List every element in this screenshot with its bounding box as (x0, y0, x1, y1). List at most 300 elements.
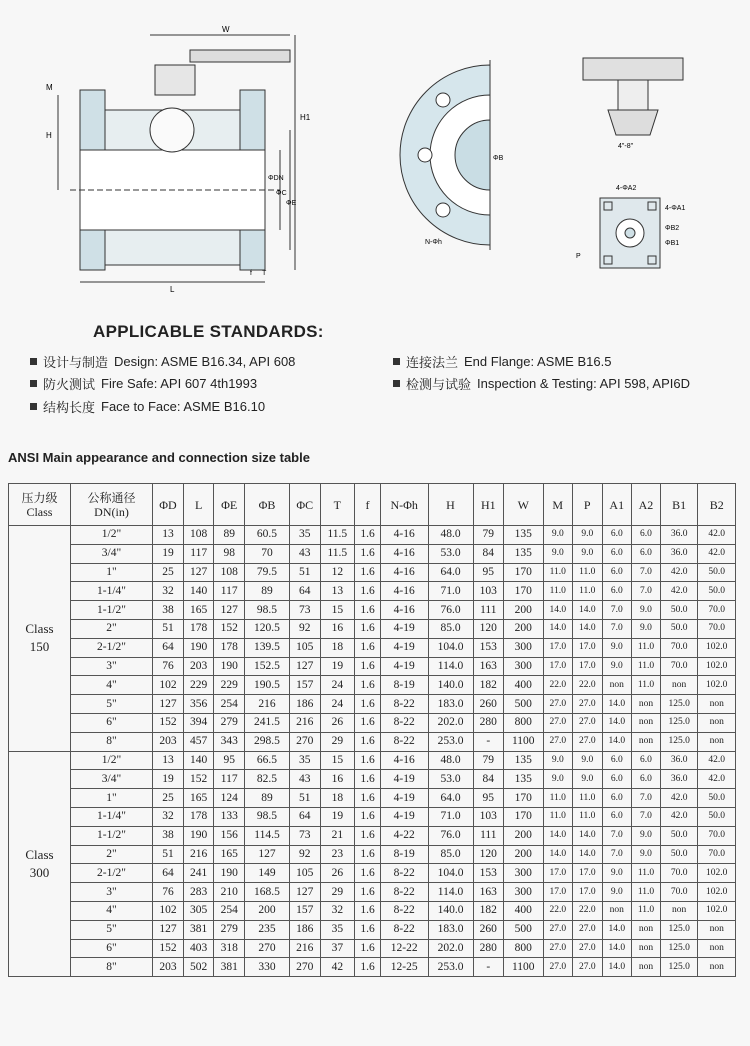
table-cell: 76 (153, 657, 184, 676)
table-cell: 4-19 (380, 619, 428, 638)
table-cell: 298.5 (244, 732, 289, 751)
table-cell: 85.0 (428, 619, 473, 638)
table-cell: 127 (289, 657, 320, 676)
table-cell: 9.0 (543, 770, 573, 789)
table-cell: 6.0 (602, 582, 632, 601)
column-header (543, 484, 573, 526)
class-cell (9, 751, 71, 977)
table-cell: 400 (504, 901, 543, 920)
table-cell: 64.0 (428, 563, 473, 582)
table-cell: 79.5 (244, 563, 289, 582)
table-cell: 356 (183, 695, 214, 714)
table-cell: 11.0 (632, 883, 661, 902)
table-row (9, 789, 736, 808)
mount-label-a2: 4-ΦA2 (616, 185, 637, 192)
table-cell: 170 (504, 582, 543, 601)
column-header-en: H (446, 497, 455, 512)
table-cell: 14.0 (602, 958, 632, 977)
table-cell: 95 (473, 563, 504, 582)
table-cell: 178 (183, 619, 214, 638)
table-cell: 19 (320, 657, 355, 676)
table-cell: non (602, 676, 632, 695)
table-cell: 70.0 (698, 845, 736, 864)
standard-face-to-face (30, 397, 265, 416)
table-cell: 152 (153, 713, 184, 732)
table-cell: 27.0 (543, 695, 573, 714)
table-cell: 11.0 (573, 563, 603, 582)
table-cell: 4-19 (380, 657, 428, 676)
table-cell: 14.0 (602, 732, 632, 751)
table-cell: 7.0 (602, 619, 632, 638)
table-cell: 42.0 (698, 526, 736, 545)
table-cell: 117 (214, 582, 245, 601)
table-cell: non (602, 901, 632, 920)
table-cell: 71.0 (428, 582, 473, 601)
table-cell: 50.0 (660, 845, 697, 864)
table-cell: 9.0 (543, 526, 573, 545)
table-cell: 51 (153, 619, 184, 638)
table-cell: 3" (70, 657, 152, 676)
table-cell: 8-22 (380, 864, 428, 883)
table-row (9, 713, 736, 732)
table-cell: 53.0 (428, 544, 473, 563)
table-cell: 1.6 (355, 883, 381, 902)
table-cell: 36.0 (660, 751, 697, 770)
table-cell: 104.0 (428, 864, 473, 883)
table-cell: 11.0 (632, 638, 661, 657)
table-cell: 1.6 (355, 638, 381, 657)
table-cell: non (698, 958, 736, 977)
column-header-en: T (333, 497, 342, 512)
table-cell: 9.0 (632, 845, 661, 864)
table-cell: non (698, 695, 736, 714)
column-header-en: B1 (672, 497, 687, 512)
column-header (9, 484, 71, 526)
table-cell: 127 (244, 845, 289, 864)
standard-en: Inspection & Testing: API 598, API6D (477, 376, 690, 391)
table-cell: 1-1/4" (70, 582, 152, 601)
standard-cn: 防火测试 (43, 377, 96, 392)
table-cell: 1.6 (355, 657, 381, 676)
table-cell: 36.0 (660, 544, 697, 563)
standard-en: Design: ASME B16.34, API 608 (114, 354, 296, 369)
table-cell: 182 (473, 676, 504, 695)
table-cell: 8-22 (380, 920, 428, 939)
table-row (9, 807, 736, 826)
table-cell: 5" (70, 695, 152, 714)
table-cell: 210 (214, 883, 245, 902)
column-header-en: Class (26, 504, 53, 519)
table-cell: 14.0 (543, 845, 573, 864)
table-cell: 1.6 (355, 582, 381, 601)
standards-title: APPLICABLE STANDARDS: (93, 322, 324, 341)
table-cell: 14.0 (543, 826, 573, 845)
standard-end-flange (393, 352, 611, 371)
table-cell: 23 (320, 845, 355, 864)
table-cell: 1.6 (355, 563, 381, 582)
table-cell: 9.0 (632, 601, 661, 620)
table-cell: 1.6 (355, 676, 381, 695)
table-cell: non (698, 939, 736, 958)
table-cell: 9.0 (573, 751, 603, 770)
class-cell (9, 526, 71, 752)
table-cell: 270 (289, 958, 320, 977)
column-header (355, 484, 381, 526)
table-cell: 43 (289, 770, 320, 789)
table-cell: 21 (320, 826, 355, 845)
table-cell: 260 (473, 695, 504, 714)
table-cell: 9.0 (632, 826, 661, 845)
table-cell: 170 (504, 807, 543, 826)
table-cell: 280 (473, 713, 504, 732)
table-row (9, 864, 736, 883)
bullet-icon (393, 380, 400, 387)
table-cell: 53.0 (428, 770, 473, 789)
table-row (9, 582, 736, 601)
table-cell: 89 (244, 582, 289, 601)
table-cell: 381 (214, 958, 245, 977)
table-cell: 186 (289, 695, 320, 714)
table-cell: 253.0 (428, 732, 473, 751)
column-header (660, 484, 697, 526)
table-row (9, 544, 736, 563)
table-cell: non (632, 713, 661, 732)
table-cell: 27.0 (543, 939, 573, 958)
table-cell: 241.5 (244, 713, 289, 732)
table-cell: 102.0 (698, 864, 736, 883)
table-cell: 4-16 (380, 563, 428, 582)
table-cell: 11.0 (632, 901, 661, 920)
table-cell: 229 (183, 676, 214, 695)
table-cell: 71.0 (428, 807, 473, 826)
table-cell: 50.0 (698, 789, 736, 808)
table-cell: 165 (183, 601, 214, 620)
table-cell: 124 (214, 789, 245, 808)
table-cell: 108 (183, 526, 214, 545)
table-cell: 182 (473, 901, 504, 920)
top-view-drawing (578, 50, 688, 150)
table-cell: 11.0 (543, 789, 573, 808)
table-cell: 51 (289, 563, 320, 582)
table-cell: 4-19 (380, 789, 428, 808)
mount-label-a1: 4-ΦA1 (665, 205, 686, 212)
table-row (9, 958, 736, 977)
table-cell: 92 (289, 845, 320, 864)
table-cell: 200 (244, 901, 289, 920)
table-cell: 102.0 (698, 883, 736, 902)
table-cell: 32 (320, 901, 355, 920)
table-cell: 4-19 (380, 807, 428, 826)
table-cell: 254 (214, 901, 245, 920)
table-cell: 300 (504, 864, 543, 883)
table-cell: 22.0 (543, 901, 573, 920)
table-cell: 42.0 (660, 789, 697, 808)
table-cell: 135 (504, 544, 543, 563)
column-header-en: L (194, 497, 203, 512)
table-cell: 95 (214, 751, 245, 770)
table-cell: 50.0 (660, 619, 697, 638)
column-header (473, 484, 504, 526)
mounting-pad-drawing (570, 180, 700, 280)
table-cell: 125.0 (660, 732, 697, 751)
table-cell: 14.0 (573, 845, 603, 864)
table-cell: 163 (473, 883, 504, 902)
table-cell: 114.5 (244, 826, 289, 845)
table-cell: 140.0 (428, 901, 473, 920)
column-header-en: W (517, 497, 529, 512)
table-cell: 200 (504, 826, 543, 845)
table-row (9, 657, 736, 676)
table-cell: 42.0 (660, 582, 697, 601)
table-cell: 9.0 (573, 526, 603, 545)
table-cell: 9.0 (573, 544, 603, 563)
table-cell: 1.6 (355, 695, 381, 714)
table-row (9, 751, 736, 770)
table-cell: 15 (320, 751, 355, 770)
table-cell: 14.0 (602, 920, 632, 939)
table-cell: 16 (320, 770, 355, 789)
table-cell: 14.0 (602, 695, 632, 714)
table-cell: 22.0 (573, 901, 603, 920)
table-cell: 27.0 (573, 713, 603, 732)
table-cell: 4-19 (380, 770, 428, 789)
flange-half-drawing (395, 60, 515, 260)
table-cell: 394 (183, 713, 214, 732)
table-cell: 7.0 (632, 807, 661, 826)
table-cell: 13 (320, 582, 355, 601)
table-cell: 1100 (504, 732, 543, 751)
table-cell: 127 (153, 920, 184, 939)
table-cell: 27.0 (543, 713, 573, 732)
table-cell: 27.0 (573, 958, 603, 977)
table-cell: 29 (320, 883, 355, 902)
table-cell: 8-19 (380, 676, 428, 695)
table-cell: 50.0 (698, 563, 736, 582)
table-cell: 241 (183, 864, 214, 883)
table-cell: 7.0 (632, 789, 661, 808)
table-cell: 64 (153, 864, 184, 883)
table-cell: 183.0 (428, 695, 473, 714)
table-cell: 125.0 (660, 695, 697, 714)
table-cell: 6.0 (602, 789, 632, 808)
table-cell: non (698, 920, 736, 939)
table-cell: 1-1/2" (70, 601, 152, 620)
table-row (9, 883, 736, 902)
table-cell: 9.0 (632, 619, 661, 638)
table-cell: 50.0 (660, 601, 697, 620)
standard-en: End Flange: ASME B16.5 (464, 354, 612, 369)
table-cell: 202.0 (428, 713, 473, 732)
table-cell: 163 (473, 657, 504, 676)
valve-section-drawing (40, 20, 340, 300)
table-cell: 125.0 (660, 920, 697, 939)
table-cell: 76.0 (428, 601, 473, 620)
table-cell: 17.0 (543, 657, 573, 676)
table-cell: 1.6 (355, 901, 381, 920)
table-cell: 4-16 (380, 601, 428, 620)
table-cell: 403 (183, 939, 214, 958)
standard-en: Face to Face: ASME B16.10 (101, 399, 266, 414)
table-cell: 6.0 (602, 770, 632, 789)
table-cell: 108 (214, 563, 245, 582)
table-cell: 26 (320, 713, 355, 732)
table-cell: 32 (153, 582, 184, 601)
table-cell: 8" (70, 732, 152, 751)
table-cell: 24 (320, 676, 355, 695)
table-cell: 7.0 (632, 563, 661, 582)
table-cell: 26 (320, 864, 355, 883)
table-cell: 11.0 (543, 582, 573, 601)
table-cell: 6.0 (602, 544, 632, 563)
table-cell: 153 (473, 638, 504, 657)
table-cell: 1.6 (355, 845, 381, 864)
table-cell: 12 (320, 563, 355, 582)
table-cell: 8" (70, 958, 152, 977)
table-cell: 50.0 (660, 826, 697, 845)
table-cell: 36.0 (660, 770, 697, 789)
column-header-cn: 压力级 (21, 490, 58, 505)
table-cell: 330 (244, 958, 289, 977)
table-cell: 165 (214, 845, 245, 864)
table-cell: 202.0 (428, 939, 473, 958)
table-cell: 200 (504, 619, 543, 638)
table-cell: 98.5 (244, 601, 289, 620)
column-header-en: DN(in) (94, 504, 129, 519)
table-cell: - (473, 732, 504, 751)
class-label: Class (25, 621, 54, 637)
table-cell: 9.0 (602, 657, 632, 676)
table-cell: 6.0 (602, 526, 632, 545)
table-cell: 500 (504, 695, 543, 714)
flange-label-b: ΦB (493, 155, 504, 162)
column-header-en: ΦC (296, 497, 314, 512)
table-cell: 1.6 (355, 864, 381, 883)
table-cell: 279 (214, 920, 245, 939)
column-header-en: P (583, 497, 591, 512)
table-cell: 8-22 (380, 732, 428, 751)
table-cell: 190 (183, 826, 214, 845)
table-cell: 318 (214, 939, 245, 958)
table-cell: 200 (504, 845, 543, 864)
table-cell: 42.0 (698, 770, 736, 789)
table-cell: 153 (473, 864, 504, 883)
table-cell: 19 (153, 770, 184, 789)
table-cell: 152 (183, 770, 214, 789)
table-cell: 12-22 (380, 939, 428, 958)
table-cell: 64.0 (428, 789, 473, 808)
table-cell: 4-16 (380, 544, 428, 563)
column-header-en: ΦB (258, 497, 276, 512)
table-cell: 37 (320, 939, 355, 958)
table-cell: 120 (473, 619, 504, 638)
bullet-icon (30, 380, 37, 387)
table-cell: 42.0 (660, 563, 697, 582)
table-cell: 102.0 (698, 638, 736, 657)
column-header-en: f (365, 497, 370, 512)
column-header (504, 484, 543, 526)
table-cell: 35 (320, 920, 355, 939)
table-cell: 157 (289, 676, 320, 695)
table-cell: 14.0 (573, 826, 603, 845)
table-cell: 1/2" (70, 526, 152, 545)
label-l: L (170, 285, 175, 294)
table-cell: 300 (504, 638, 543, 657)
table-cell: 11.5 (320, 544, 355, 563)
table-row (9, 638, 736, 657)
table-row (9, 732, 736, 751)
table-cell: 89 (214, 526, 245, 545)
table-cell: 27.0 (573, 939, 603, 958)
table-cell: 8-19 (380, 845, 428, 864)
label-h1: H1 (300, 113, 311, 122)
table-cell: 6.0 (602, 751, 632, 770)
table-cell: 76 (153, 883, 184, 902)
table-cell: 3/4" (70, 770, 152, 789)
table-cell: 35 (289, 526, 320, 545)
table-cell: 27.0 (543, 732, 573, 751)
table-cell: 152 (214, 619, 245, 638)
table-cell: 9.0 (602, 883, 632, 902)
table-cell: 2" (70, 619, 152, 638)
table-cell: 1.6 (355, 920, 381, 939)
table-cell: 5" (70, 920, 152, 939)
technical-drawings (0, 0, 750, 310)
table-cell: 135 (504, 526, 543, 545)
table-cell: 11.0 (573, 789, 603, 808)
table-cell: 1.6 (355, 770, 381, 789)
table-cell: 79 (473, 751, 504, 770)
table-cell: 70 (244, 544, 289, 563)
table-cell: 85.0 (428, 845, 473, 864)
table-cell: 4-19 (380, 638, 428, 657)
label-t: T (262, 270, 267, 277)
table-cell: 2-1/2" (70, 864, 152, 883)
label-f: f (250, 270, 252, 277)
table-cell: 102 (153, 901, 184, 920)
table-cell: 60.5 (244, 526, 289, 545)
table-cell: non (632, 695, 661, 714)
table-cell: 50.0 (698, 807, 736, 826)
table-cell: non (632, 958, 661, 977)
table-cell: 25 (153, 563, 184, 582)
table-cell: 190.5 (244, 676, 289, 695)
table-cell: 92 (289, 619, 320, 638)
column-header-cn: 公称通径 (87, 490, 136, 505)
table-cell: non (632, 920, 661, 939)
column-header (428, 484, 473, 526)
table-cell: 48.0 (428, 526, 473, 545)
table-row (9, 695, 736, 714)
table-cell: 14.0 (602, 939, 632, 958)
column-header-en: ΦD (159, 497, 177, 512)
table-cell: 14.0 (602, 713, 632, 732)
table-cell: 3/4" (70, 544, 152, 563)
table-cell: 82.5 (244, 770, 289, 789)
table-cell: 1100 (504, 958, 543, 977)
table-cell: 157 (289, 901, 320, 920)
table-cell: 43 (289, 544, 320, 563)
table-cell: 200 (504, 601, 543, 620)
table-cell: 42.0 (698, 544, 736, 563)
table-cell: 120.5 (244, 619, 289, 638)
table-cell: 102.0 (698, 901, 736, 920)
table-cell: 152 (153, 939, 184, 958)
table-cell: 25 (153, 789, 184, 808)
table-cell: 27.0 (543, 958, 573, 977)
table-cell: 8-22 (380, 901, 428, 920)
table-cell: 183.0 (428, 920, 473, 939)
column-header (602, 484, 632, 526)
